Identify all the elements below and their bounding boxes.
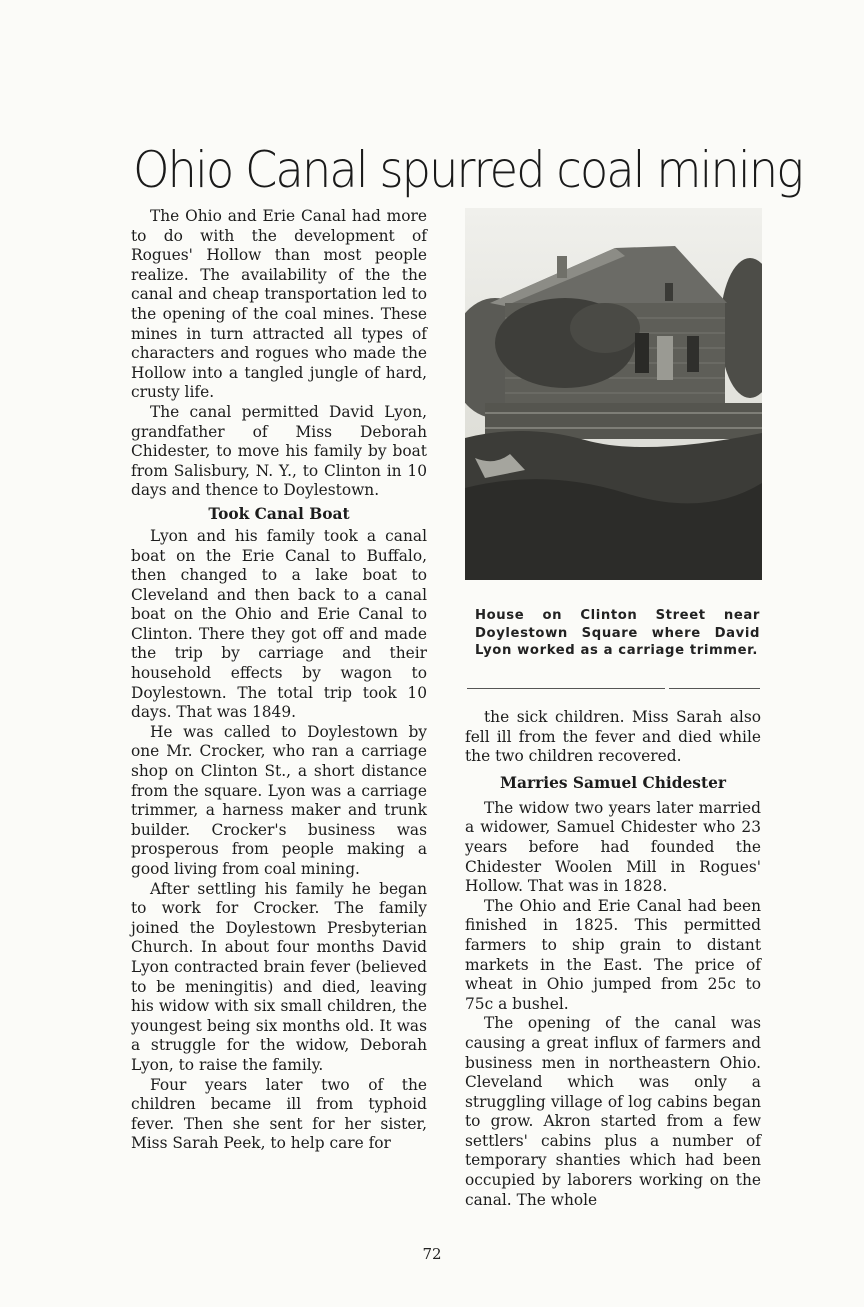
house-photo-icon [465, 208, 762, 580]
subhead: Marries Samuel Chidester [500, 773, 726, 792]
house-photo [465, 208, 762, 580]
paragraph: the sick children. Miss Sarah also fell ill from the fever and died while the two children recovered. [465, 708, 761, 766]
right-column [465, 708, 761, 1210]
paragraph: Four years later two of the children became ill from typhoid fever. Then she sent for her sister, Miss Sarah Peek, to help care for [131, 1075, 427, 1153]
headline: Ohio Canal spurred coal mining [133, 141, 803, 199]
left-column [131, 207, 427, 1154]
paragraph: The opening of the canal was causing a great influx of farmers and business men in northeastern Ohio. Cleveland which was only a struggling village of log cabins began to grow. Akron started from a few settlers' cabins plus a number of temporary shanties which had been occupied by laborers working on the canal. The whole [465, 1014, 761, 1209]
paragraph: The Ohio and Erie Canal had more to do with the development of Rogues' Hollow than most people realize. The availability of the the canal and cheap transportation led to the opening of the coal mines. These mines in turn attracted all types of characters and rogues who made the Hollow into a tangled jungle of hard, crusty life. [131, 207, 427, 402]
paragraph: The widow two years later married a widower, Samuel Chidester who 23 years before had founded the Chidester Woolen Mill in Rogues' Hollow. That was in 1828. [465, 798, 761, 896]
paragraph: The canal permitted David Lyon, grandfather of Miss Deborah Chidester, to move his family by boat from Salisbury, N. Y., to Clinton in 10 days and thence to Doylestown. [131, 402, 427, 500]
paragraph: Lyon and his family took a canal boat on the Erie Canal to Buffalo, then changed to a lake boat to Cleveland and then back to a canal boat on the Ohio and Erie Canal to Clinton. There they got off and made the trip by carriage and their household effects by wagon to Doylestown. The total trip took 10 days. That was 1849. [131, 526, 427, 722]
paragraph: He was called to Doylestown by one Mr. Crocker, who ran a carriage shop on Clinton St., a short distance from the square. Lyon was a carriage trimmer, a harness maker and trunk builder. Crocker's business was prosperous from people making a good living from coal mining. [131, 722, 427, 878]
photo-caption: House on Clinton Street near Doylestown Square where David Lyon worked as a carriage trimmer. [475, 608, 760, 658]
caption-rule [669, 688, 760, 689]
page-number: 72 [422, 1245, 442, 1263]
paragraph: The Ohio and Erie Canal had been finished in 1825. This permitted farmers to ship grain to distant markets in the East. The price of wheat in Ohio jumped from 25c to 75c a bushel. [465, 896, 761, 1013]
subhead: Took Canal Boat [208, 504, 350, 523]
caption-rule [467, 688, 665, 689]
paragraph: After settling his family he began to work for Crocker. The family joined the Doylestown Presbyterian Church. In about four months David Lyon contracted brain fever (believed to be meningitis) and died, leaving his widow with six small children, the youngest being six months old. It was a struggle for the widow, Deborah Lyon, to raise the family. [131, 879, 427, 1074]
